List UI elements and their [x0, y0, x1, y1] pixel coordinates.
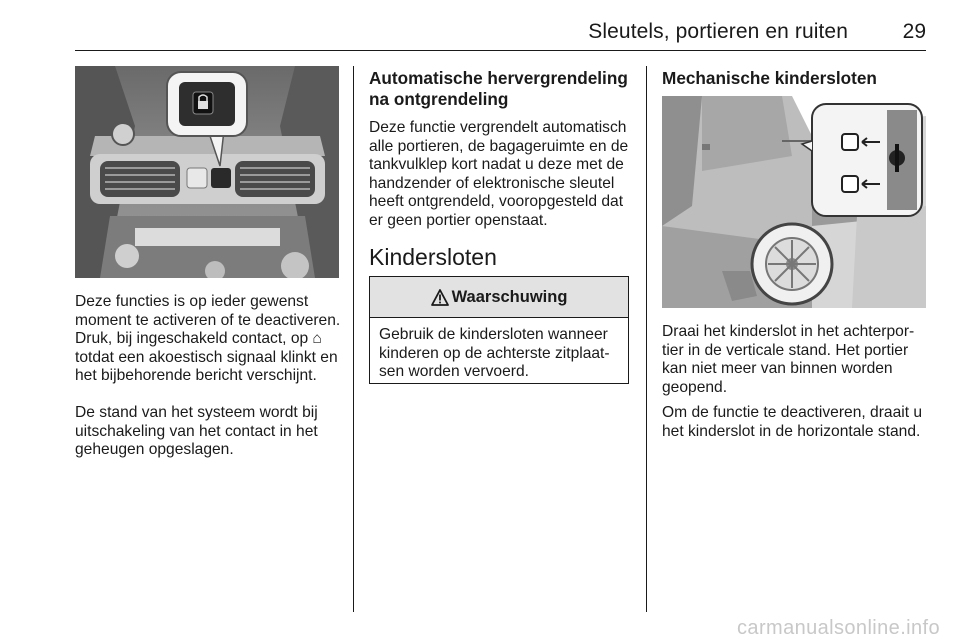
warning-title: Waarschuwing [451, 287, 568, 306]
sliding-door-child-lock-illustration [662, 96, 926, 308]
console-lock-button-illustration [75, 66, 339, 278]
warning-box [369, 276, 629, 384]
header-title: Sleutels, portieren en ruiten [588, 20, 848, 43]
column3-paragraph-2: Om de functie te deactiveren, draait u het kinderslot in de horizontale stand. [662, 404, 923, 440]
console-illustration-svg [75, 66, 339, 278]
auto-relock-paragraph: Deze functie vergrendelt automatisch alle portieren, de bagageruimte en de tankvulklep kort nadat u deze met de handzender of elektronische sleutel heeft ontgrendeld, vooropgesteld dat er geen portier openstaat. [369, 119, 629, 229]
column1-paragraph-2: De stand van het systeem wordt bij uitschakeling van het contact in het geheugen opgeslagen. [75, 404, 318, 459]
warning-triangle-icon [431, 289, 449, 306]
child-locks-heading: Kindersloten [369, 244, 497, 270]
column-divider-left [353, 66, 354, 612]
page-number: 29 [902, 20, 926, 43]
column3-paragraph-1: Draai het kinderslot in het achterportier in de verticale stand. Het portier kan niet meer van binnen worden geopend. [662, 323, 915, 396]
warning-text: Gebruik de kindersloten wanneer kinderen op de achterste zitplaatsen worden vervoerd. [379, 326, 610, 381]
column-divider-right [646, 66, 647, 612]
column1-paragraph-1: Deze functies is op ieder gewenst moment te activeren of te deactiveren. Druk, bij ingeschakeld contact, op ⌂ totdat een akoestisch signaal klinkt en het bijbehorende bericht verschijnt. [75, 293, 341, 385]
door-illustration-svg [662, 96, 926, 308]
auto-relock-heading: Automatische hervergrendeling na ontgrendeling [369, 68, 628, 109]
header-rule [75, 50, 926, 51]
warning-header [370, 277, 628, 318]
mechanical-child-locks-heading: Mechanische kindersloten [662, 68, 877, 88]
watermark: carmanualsonline.info [737, 617, 940, 639]
